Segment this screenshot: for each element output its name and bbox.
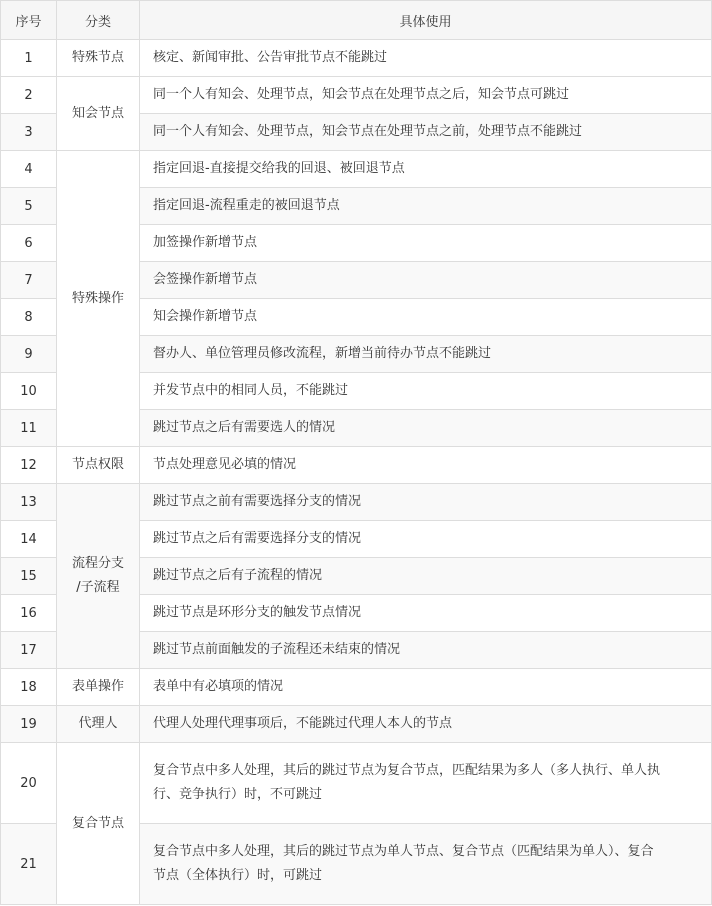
row-index: 14 — [1, 521, 57, 558]
row-index: 20 — [1, 743, 57, 824]
header-category: 分类 — [57, 1, 140, 40]
row-index: 21 — [1, 824, 57, 905]
row-usage: 同一个人有知会、处理节点，知会节点在处理节点之后，知会节点可跳过 — [140, 77, 712, 114]
row-index: 7 — [1, 262, 57, 299]
table-row — [1, 743, 712, 824]
row-category: 知会节点 — [57, 77, 140, 151]
row-index: 13 — [1, 484, 57, 521]
row-usage: 指定回退-流程重走的被回退节点 — [140, 188, 712, 225]
table-row — [1, 447, 712, 484]
row-index: 17 — [1, 632, 57, 669]
row-index: 12 — [1, 447, 57, 484]
row-index: 8 — [1, 299, 57, 336]
row-category: 表单操作 — [57, 669, 140, 706]
category-line: /子流程 — [76, 580, 120, 595]
row-index: 10 — [1, 373, 57, 410]
row-usage: 跳过节点之后有需要选人的情况 — [140, 410, 712, 447]
row-usage: 跳过节点之后有子流程的情况 — [140, 558, 712, 595]
table-row — [1, 706, 712, 743]
row-index: 16 — [1, 595, 57, 632]
row-usage: 同一个人有知会、处理节点，知会节点在处理节点之前，处理节点不能跳过 — [140, 114, 712, 151]
row-usage: 核定、新闻审批、公告审批节点不能跳过 — [140, 40, 712, 77]
row-index: 3 — [1, 114, 57, 151]
category-line: 流程分支 — [71, 556, 124, 571]
row-index: 6 — [1, 225, 57, 262]
row-index: 18 — [1, 669, 57, 706]
row-usage: 节点处理意见必填的情况 — [140, 447, 712, 484]
row-category: 复合节点 — [57, 743, 140, 905]
row-usage — [140, 824, 712, 905]
row-index: 4 — [1, 151, 57, 188]
row-usage: 代理人处理代理事项后，不能跳过代理人本人的节点 — [140, 706, 712, 743]
row-index: 1 — [1, 40, 57, 77]
row-usage: 跳过节点前面触发的子流程还未结束的情况 — [140, 632, 712, 669]
row-usage: 表单中有必填项的情况 — [140, 669, 712, 706]
header-usage: 具体使用 — [140, 1, 712, 40]
row-index: 9 — [1, 336, 57, 373]
table-row — [1, 40, 712, 77]
table-header-row — [1, 1, 712, 40]
table-row — [1, 151, 712, 188]
row-usage — [140, 743, 712, 824]
row-index: 19 — [1, 706, 57, 743]
table-row — [1, 77, 712, 114]
row-usage: 会签操作新增节点 — [140, 262, 712, 299]
row-category — [57, 484, 140, 669]
row-index: 15 — [1, 558, 57, 595]
row-category: 特殊节点 — [57, 40, 140, 77]
row-index: 2 — [1, 77, 57, 114]
usage-line: 复合节点中多人处理，其后的跳过节点为复合节点，匹配结果为多人（多人执行、单人执 — [153, 763, 661, 778]
row-usage: 跳过节点之后有需要选择分支的情况 — [140, 521, 712, 558]
row-index: 11 — [1, 410, 57, 447]
row-usage: 加签操作新增节点 — [140, 225, 712, 262]
table-row — [1, 484, 712, 521]
usage-line: 行、竞争执行）时，不可跳过 — [153, 787, 323, 802]
table-row — [1, 669, 712, 706]
row-usage: 督办人、单位管理员修改流程，新增当前待办节点不能跳过 — [140, 336, 712, 373]
row-usage: 指定回退-直接提交给我的回退、被回退节点 — [140, 151, 712, 188]
usage-line: 节点（全体执行）时，可跳过 — [153, 868, 323, 883]
row-usage: 知会操作新增节点 — [140, 299, 712, 336]
row-usage: 跳过节点是环形分支的触发节点情况 — [140, 595, 712, 632]
usage-line: 复合节点中多人处理，其后的跳过节点为单人节点、复合节点（匹配结果为单人）、复合 — [153, 844, 654, 859]
row-category: 特殊操作 — [57, 151, 140, 447]
header-index: 序号 — [1, 1, 57, 40]
row-usage: 跳过节点之前有需要选择分支的情况 — [140, 484, 712, 521]
row-category: 代理人 — [57, 706, 140, 743]
row-index: 5 — [1, 188, 57, 225]
row-usage: 并发节点中的相同人员，不能跳过 — [140, 373, 712, 410]
row-category: 节点权限 — [57, 447, 140, 484]
